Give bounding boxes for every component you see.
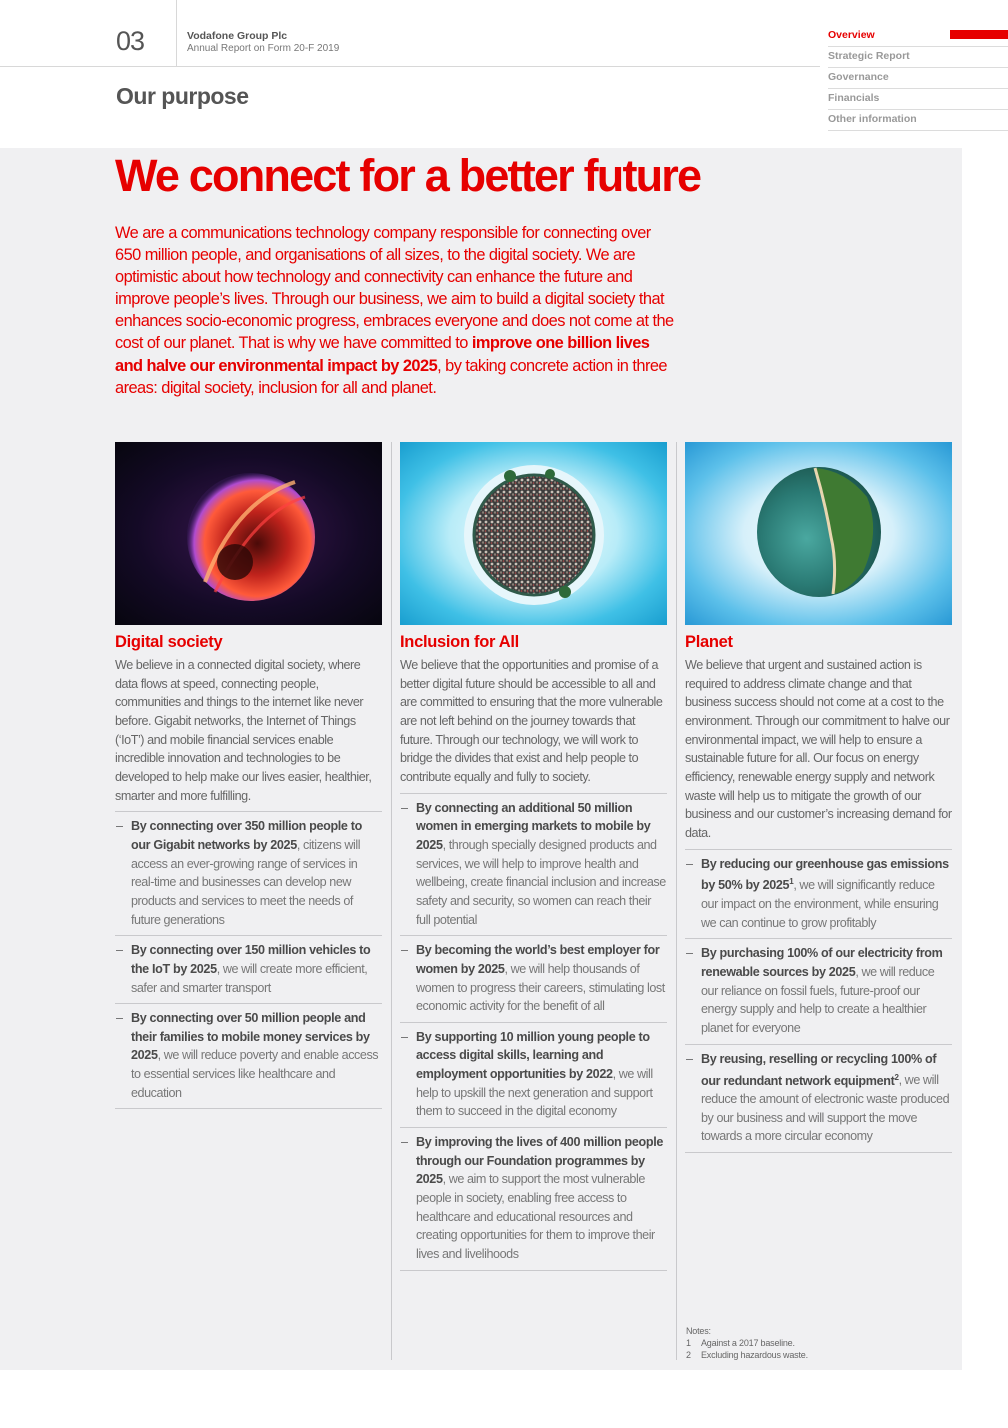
footnote-text: Against a 2017 baseline. [701, 1338, 795, 1348]
column-planet [685, 442, 952, 1153]
commitment-text: , we will help to upskill the next generation and support them to succeed in the digital economy [416, 1067, 653, 1119]
commitment-target: By improving the lives of 400 million people through our Foundation programmes by 2025 [416, 1135, 664, 1187]
page-number: 03 [116, 26, 145, 56]
nav-item-label: Strategic Report [828, 50, 910, 62]
commitment-target-text: By reducing our greenhouse gas emissions by 50% by 2025 [701, 856, 949, 893]
dash-bullet-icon: – [401, 1135, 408, 1150]
nav-item-label: Other information [828, 113, 917, 125]
commitment-item [400, 1023, 667, 1128]
commitment-text: , citizens will access an ever-growing range of services in real-time and businesses can develop new products and services to meet the needs of future generations [131, 837, 361, 927]
footnotes [686, 1325, 808, 1361]
commitment-target: By becoming the world’s best employer for women by 2025 [416, 943, 660, 976]
dash-bullet-icon: – [401, 800, 408, 815]
commitment-text: , through specially designed products and services, we will help to improve health and wellbeing, create financial inclusion and increase safety and security, so women can reach their full potential [416, 837, 666, 927]
commitment-target: By connecting over 350 million people to our Gigabit networks by 2025 [131, 819, 362, 852]
commitment-item [400, 936, 667, 1023]
column-body: We believe in a connected digital society, where data flows at speed, connecting people, communities and things to the internet like never before. Gigabit networks, the Internet of Things (‘IoT’) and mobile financial services enable incredible innovation and technologies to be developed to help make our lives easier, healthier, smarter and more fulfilling. [115, 656, 382, 812]
commitment-item [685, 850, 952, 940]
dash-bullet-icon: – [401, 1029, 408, 1044]
coastline-tiny-planet-photo [685, 442, 952, 625]
commitment-text: , we will help thousands of women to progress their careers, stimulating lost economic activity for the benefit of all [416, 961, 665, 1014]
commitment-target: By supporting 10 million young people to access digital skills, learning and employment opportunities by 2022 [416, 1029, 650, 1082]
intro-text: We are a communications technology company responsible for connecting over 650 million people, and organisations of all sizes, to the digital society. We are optimistic about how technology and connectivity can enhance the future and improve people’s lives. Through our business, we aim to build a digital society that enhances socio-economic progress, embraces everyone and does not come at the cost of our planet. That is why we have committed to [115, 224, 674, 353]
headline: We connect for a better future [115, 150, 701, 201]
commitment-target: By purchasing 100% of our electricity from renewable sources by 2025 [701, 946, 943, 980]
column-digital-society [115, 442, 382, 1109]
commitment-item [400, 794, 667, 937]
column-divider [391, 442, 392, 1360]
commitment-item [115, 1004, 382, 1109]
nav-item-overview[interactable] [828, 26, 1008, 47]
column-title: Digital society [115, 633, 223, 651]
nav-item-strategic-report[interactable] [828, 47, 1008, 68]
crowd-tiny-planet-photo [400, 442, 667, 625]
dash-bullet-icon: – [116, 1011, 123, 1026]
nav-item-label: Governance [828, 71, 889, 83]
header-divider [0, 66, 820, 67]
dash-bullet-icon: – [686, 946, 693, 961]
column-body: We believe that urgent and sustained action is required to address climate change and that business success should not come at a cost to the environment. Through our commitment to halve our environmental impact, we will help to ensure a sustainable future for all. Our focus on energy efficiency, renewable energy supply and network waste will help us to mitigate the growth of our business and our customer’s increasing demand for data. [685, 656, 952, 850]
commitment-item [685, 1045, 952, 1153]
commitment-text: , we will create more efficient, safer and smarter transport [131, 961, 368, 995]
nav-item-governance[interactable] [828, 68, 1008, 89]
report-title: Annual Report on Form 20-F 2019 [187, 43, 340, 54]
dash-bullet-icon: – [401, 943, 408, 958]
company-name: Vodafone Group Plc [187, 30, 288, 42]
commitment-text: , we will significantly reduce our impact on the environment, while ensuring we can continue to grow profitably [701, 878, 939, 930]
nav-item-other-information[interactable] [828, 110, 1008, 131]
commitment-target: By connecting an additional 50 million women in emerging markets to mobile by 2025 [416, 800, 651, 852]
commitment-item [685, 939, 952, 1044]
dash-bullet-icon: – [686, 1051, 693, 1066]
footnote-number: 1 [686, 1338, 691, 1348]
footnote-ref: 1 [789, 877, 794, 887]
commitment-text: , we aim to support the most vulnerable people in society, enabling free access to healthcare and educational resources and creating opportunities for them to improve their lives and livelihoods [416, 1172, 655, 1262]
column-inclusion-for-all [400, 442, 667, 1271]
commitment-target: By connecting over 150 million vehicles to the IoT by 2025 [131, 943, 371, 976]
notes-label: Notes: [686, 1326, 711, 1336]
dash-bullet-icon: – [686, 856, 693, 871]
section-nav [828, 26, 1008, 131]
active-indicator [950, 30, 1008, 39]
commitment-item [400, 1128, 667, 1271]
commitment-item [115, 936, 382, 1004]
commitment-text: , we will reduce the amount of electronic waste produced by our business and will support the move towards a more circular economy [701, 1073, 950, 1144]
footnote-number: 2 [686, 1350, 691, 1360]
intro-paragraph [115, 222, 675, 399]
dash-bullet-icon: – [116, 819, 123, 834]
column-body: We believe that the opportunities and promise of a better digital future should be accessible to all and are committed to ensuring that the more vulnerable are not left behind on the journey towards that future. Through our technology, we will work to bridge the divides that exist and help people to contribute equally and fully to society. [400, 656, 667, 794]
nav-item-label: Overview [828, 29, 875, 41]
commitment-item [115, 812, 382, 936]
commitment-text: , we will reduce our reliance on fossil fuels, future-proof our energy supply and help to create a healthier planet for everyone [701, 965, 935, 1035]
column-title: Planet [685, 633, 733, 651]
section-title: Our purpose [116, 83, 249, 109]
column-divider [676, 442, 677, 1360]
intro-text-end: , by taking concrete action in three areas: digital society, inclusion for all and planet. [115, 356, 667, 397]
nav-item-financials[interactable] [828, 89, 1008, 110]
night-city-tiny-planet-photo [115, 442, 382, 625]
dash-bullet-icon: – [116, 943, 123, 958]
commitment-target-text: By reusing, reselling or recycling 100% of our redundant network equipment [701, 1051, 937, 1088]
nav-item-label: Financials [828, 92, 880, 104]
commitment-text: , we will reduce poverty and enable access to essential services like healthcare and education [131, 1048, 379, 1100]
footnote-ref: 2 [894, 1072, 899, 1082]
footnote-item [686, 1337, 808, 1349]
commitment-target: By connecting over 50 million people and their families to mobile money services by 2025 [131, 1011, 370, 1063]
column-title: Inclusion for All [400, 633, 519, 651]
footnote-text: Excluding hazardous waste. [701, 1350, 808, 1360]
intro-commitment: improve one billion lives and halve our environmental impact by 2025 [115, 334, 650, 375]
header-divider-vertical [176, 0, 177, 66]
footnote-item [686, 1349, 808, 1361]
